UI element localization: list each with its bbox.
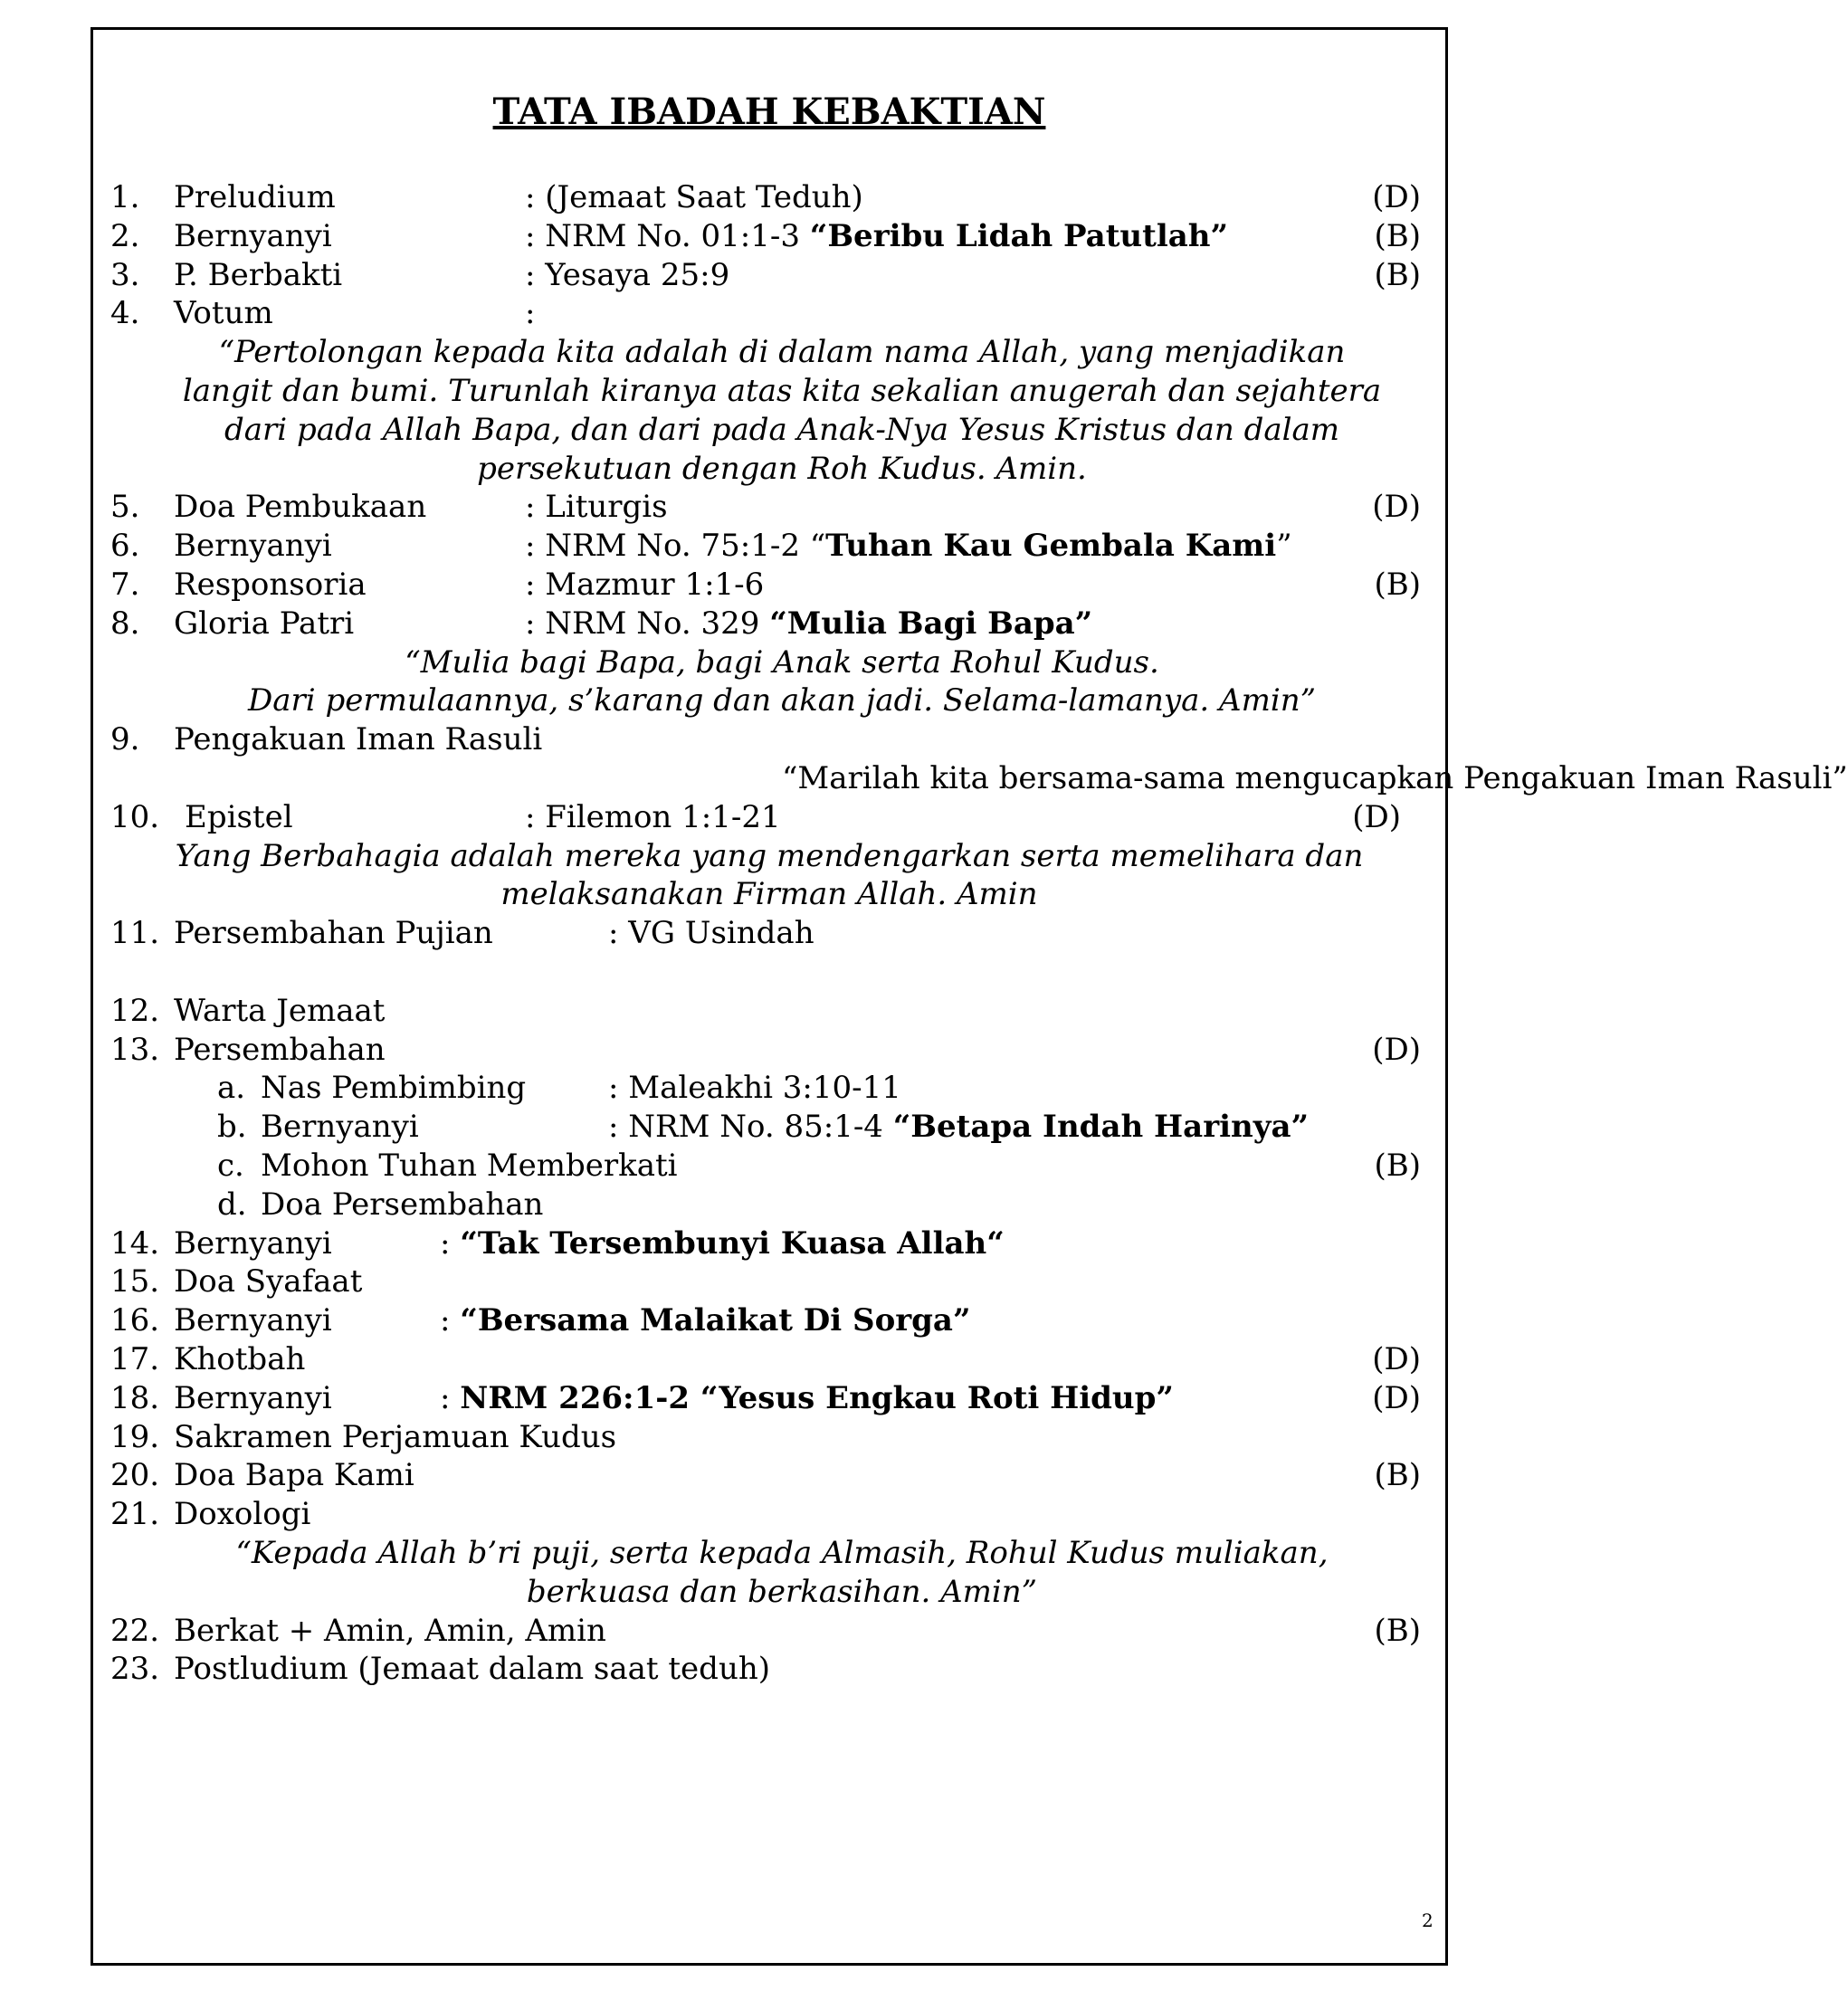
item-label: Bernyanyi [174, 1379, 332, 1416]
text-run: melaksanakan Firman Allah. Amin [500, 876, 1038, 913]
list-item [0, 1031, 1538, 1070]
item-title: NRM 226:1-2 “Yesus Engkau Roti Hidup” [460, 1379, 1174, 1416]
list-item [0, 488, 1538, 527]
sub-value: : NRM No. 85:1-4 “Betapa Indah Harinya” [608, 1109, 1310, 1146]
text-run: persekutuan dengan Roh Kudus. Amin. [477, 450, 1087, 487]
sub-letter: b. [217, 1109, 247, 1146]
doxologi-text-text [13, 1573, 1551, 1612]
sub-item [0, 1186, 1538, 1224]
item-title: “Bersama Malaikat Di Sorga” [460, 1302, 971, 1339]
item-number: 1. [110, 179, 140, 215]
list-item [0, 1650, 1538, 1689]
item-number: 9. [110, 721, 140, 758]
list-item [0, 1612, 1538, 1651]
doxologi-text [0, 1573, 1538, 1612]
item-value: : NRM 226:1-2 “Yesus Engkau Roti Hidup” [440, 1379, 1174, 1416]
list-item [0, 914, 1538, 953]
list-item [0, 566, 1538, 605]
item-number: 17. [110, 1341, 160, 1377]
gloria-text-text [13, 643, 1551, 682]
item-title: “Mulia Bagi Bapa” [769, 605, 1093, 642]
item-number: 18. [110, 1379, 160, 1416]
list-item [0, 178, 1538, 217]
item-title: “Tak Tersembunyi Kuasa Allah“ [460, 1224, 1005, 1262]
text-run: “Mulia bagi Bapa, bagi Anak serta Rohul Kudus. [405, 643, 1159, 681]
list-item [0, 798, 1538, 837]
epistel-text [0, 875, 1538, 914]
item-code: (B) [1374, 1457, 1421, 1494]
text-run: “Marilah kita bersama-sama mengucapkan Pengakuan Iman Rasuli” [782, 760, 1848, 796]
item-number: 14. [110, 1224, 160, 1262]
list-item [0, 720, 1538, 759]
votum-text-text [13, 450, 1551, 489]
list-item [0, 1418, 1538, 1457]
item-number: 6. [110, 528, 140, 565]
list-item [0, 527, 1538, 566]
page-number: 2 [1422, 1910, 1434, 1931]
list-item [0, 294, 1538, 333]
epistel-text-text [0, 875, 1538, 914]
item-number: 20. [110, 1457, 160, 1494]
item-number: 7. [110, 567, 140, 603]
text-run: berkuasa dan berkasihan. Amin” [526, 1573, 1038, 1610]
list-item [0, 605, 1538, 643]
sub-letter: c. [217, 1148, 244, 1184]
item-label: Bernyanyi [174, 1302, 332, 1339]
item-value: : Mazmur 1:1-6 [525, 567, 765, 603]
sub-item [0, 1108, 1538, 1147]
sub-letter: d. [217, 1186, 247, 1223]
item-code: (D) [1372, 1341, 1421, 1377]
text-run: dari pada Allah Bapa, dan dari pada Anak-Nya Yesus Kristus dan dalam [224, 411, 1340, 448]
list-item [0, 1262, 1538, 1301]
sub-label: Bernyanyi [261, 1109, 419, 1146]
item-number: 13. [110, 1031, 160, 1068]
list-item [0, 1301, 1538, 1340]
item-code: (D) [1372, 489, 1421, 526]
item-label: Warta Jemaat [174, 992, 386, 1029]
item-code: (D) [1372, 1031, 1421, 1068]
item-number: 19. [110, 1418, 160, 1455]
item-label: Doxologi [174, 1496, 311, 1533]
item-number: 23. [110, 1651, 160, 1688]
item-label: Pengakuan Iman Rasuli [174, 721, 543, 758]
item-value: : (Jemaat Saat Teduh) [525, 179, 863, 215]
item-label: Postludium (Jemaat dalam saat teduh) [174, 1651, 770, 1688]
item-code: (B) [1374, 1612, 1421, 1649]
item-label: Doa Bapa Kami [174, 1457, 414, 1494]
item-code: (B) [1374, 567, 1421, 603]
gloria-text-text [13, 681, 1551, 720]
item-value: : Yesaya 25:9 [525, 256, 730, 293]
sub-letter: a. [217, 1070, 246, 1107]
item-number: 16. [110, 1302, 160, 1339]
item-number: 8. [110, 605, 140, 642]
sub-label: Mohon Tuhan Memberkati [261, 1148, 678, 1184]
item-number: 22. [110, 1612, 160, 1649]
item-label: Bernyanyi [174, 1224, 332, 1262]
item-label: Votum [174, 295, 273, 332]
votum-text-text [13, 411, 1551, 450]
item-title: “Beribu Lidah Patutlah” [809, 217, 1229, 254]
item-label: Responsoria [174, 567, 367, 603]
sub-item [0, 1147, 1538, 1186]
gloria-text [0, 681, 1538, 720]
text-run: “Kepada Allah b’ri puji, serta kepada Almasih, Rohul Kudus muliakan, [235, 1535, 1329, 1571]
item-label: Berkat + Amin, Amin, Amin [174, 1612, 606, 1649]
item-label: P. Berbakti [174, 256, 343, 293]
list-item [0, 1379, 1538, 1418]
list-item [0, 1495, 1538, 1534]
list-item [0, 1340, 1538, 1379]
item-code: (B) [1374, 217, 1421, 254]
text-run: Dari permulaannya, s’karang dan akan jadi. Selama-lamanya. Amin” [248, 682, 1316, 719]
item-value: : Filemon 1:1-21 [525, 798, 781, 835]
item-code: (B) [1374, 256, 1421, 293]
gloria-text [0, 643, 1538, 682]
item-number: 21. [110, 1496, 160, 1533]
item-value: : NRM No. 329 “Mulia Bagi Bapa” [525, 605, 1093, 642]
page-title: TATA IBADAH KEBAKTIAN [492, 90, 1046, 133]
item-title: Tuhan Kau Gembala Kami [825, 528, 1277, 565]
sub-value: : Maleakhi 3:10-11 [608, 1070, 901, 1107]
item-label: Preludium [174, 179, 336, 215]
votum-text [0, 333, 1538, 372]
item-value: : “Bersama Malaikat Di Sorga” [440, 1302, 971, 1339]
item-label: Sakramen Perjamuan Kudus [174, 1418, 617, 1455]
item-value: : NRM No. 01:1-3 “Beribu Lidah Patutlah” [525, 217, 1229, 254]
item-label: Persembahan Pujian [174, 915, 493, 952]
item-value: : NRM No. 75:1-2 “Tuhan Kau Gembala Kami” [525, 528, 1292, 565]
votum-text [0, 372, 1538, 411]
item-number: 4. [110, 295, 140, 332]
text-run: langit dan bumi. Turunlah kiranya atas kita sekalian anugerah dan sejahtera [182, 373, 1382, 409]
votum-text [0, 450, 1538, 489]
item-code: (D) [1372, 179, 1421, 215]
epistel-text-text [0, 837, 1538, 876]
item-label: Khotbah [174, 1341, 306, 1377]
list-item [0, 1224, 1538, 1263]
item-label: Gloria Patri [174, 605, 355, 642]
item-number: 2. [110, 217, 140, 254]
votum-text-text [13, 372, 1551, 411]
item-number: 10. [110, 798, 160, 835]
text-run: “Pertolongan kepada kita adalah di dalam nama Allah, yang menjadikan [218, 334, 1346, 371]
item-label: Doa Syafaat [174, 1263, 363, 1300]
doxologi-text [0, 1534, 1538, 1573]
item-number: 5. [110, 489, 140, 526]
item-number: 11. [110, 915, 160, 952]
sub-item [0, 1069, 1538, 1108]
item-code: (D) [1352, 798, 1401, 835]
item-number: 3. [110, 256, 140, 293]
item-code: (D) [1372, 1379, 1421, 1416]
item-label: Doa Pembukaan [174, 489, 427, 526]
sub-title: “Betapa Indah Harinya” [892, 1109, 1310, 1146]
item-value: : Liturgis [525, 489, 668, 526]
votum-text-text [13, 333, 1551, 372]
sub-code: (B) [1374, 1148, 1421, 1184]
text-run: Yang Berbahagia adalah mereka yang mendengarkan serta memelihara dan [175, 837, 1364, 874]
item-value: : VG Usindah [608, 915, 814, 952]
sub-label: Doa Persembahan [261, 1186, 544, 1223]
list-item [0, 1456, 1538, 1495]
doxologi-text-text [13, 1534, 1551, 1573]
item-label: Persembahan [174, 1031, 386, 1068]
sub-label: Nas Pembimbing [261, 1070, 527, 1107]
item-number: 15. [110, 1263, 160, 1300]
item-value: : [525, 295, 536, 332]
list-item [0, 992, 1538, 1031]
item-label: Bernyanyi [174, 528, 332, 565]
item-number: 12. [110, 992, 160, 1029]
list-item [0, 217, 1538, 256]
item-label: Bernyanyi [174, 217, 332, 254]
pengakuan-text [0, 759, 1848, 798]
list-item [0, 256, 1538, 295]
epistel-text [0, 837, 1538, 876]
item-value: : “Tak Tersembunyi Kuasa Allah“ [440, 1224, 1005, 1262]
votum-text [0, 411, 1538, 450]
item-label: Epistel [185, 798, 293, 835]
